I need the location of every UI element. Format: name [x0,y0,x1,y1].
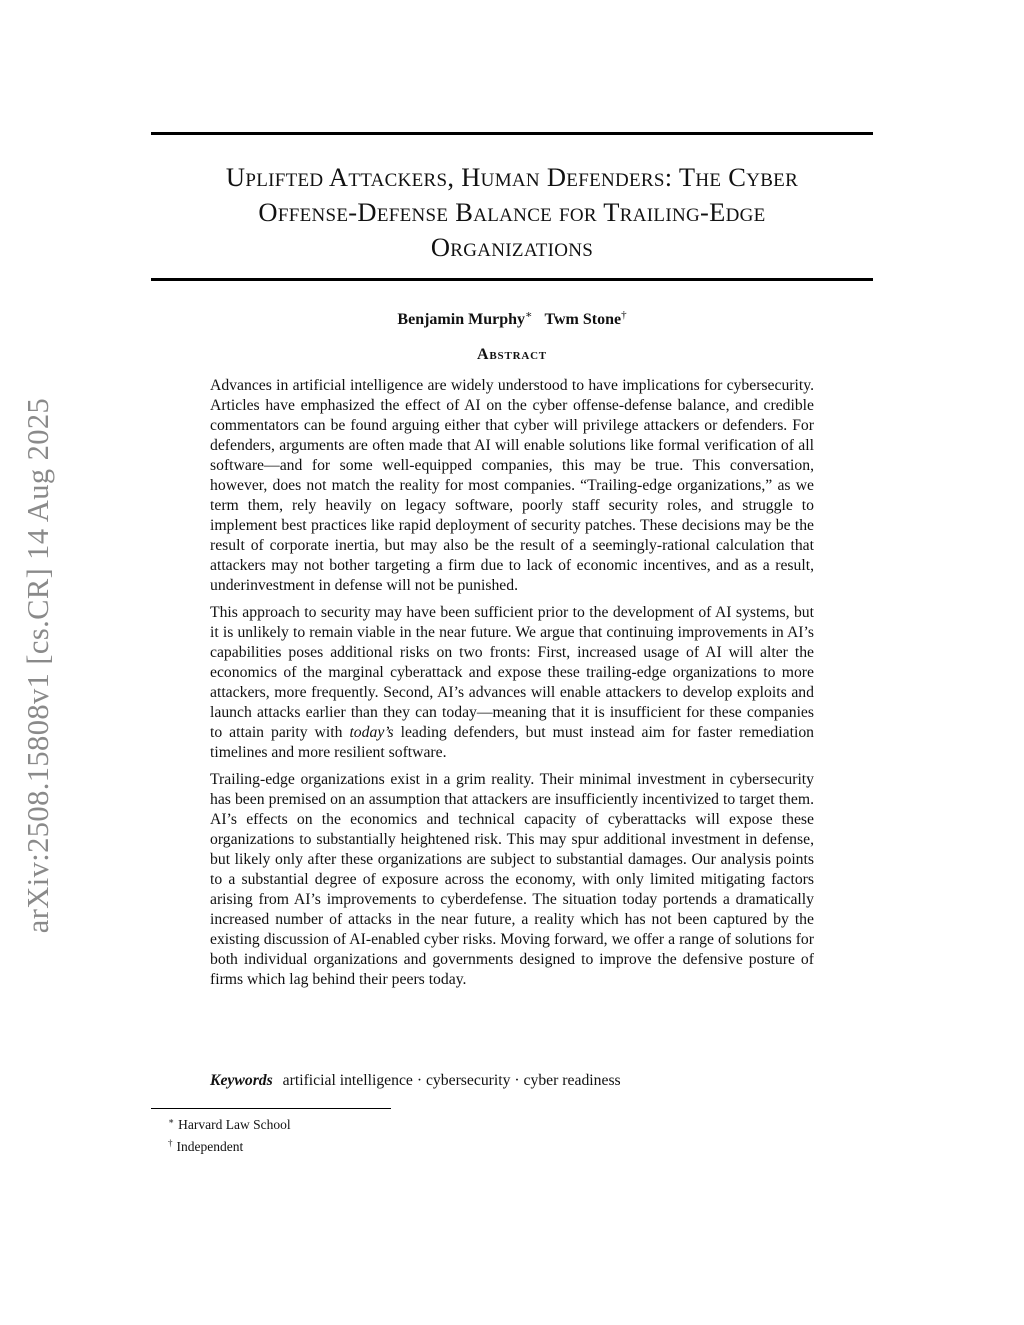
footnote-1 [168,1112,291,1134]
abstract-body [210,376,814,997]
footnote-rule [151,1108,391,1109]
emphasis-todays: today’s [349,724,394,741]
author-list [151,308,873,329]
title-top-rule [151,132,873,135]
keywords-line [210,1072,814,1090]
footnotes [168,1112,291,1156]
footnote-1-text: Harvard Law School [178,1117,291,1132]
title-line-1: Uplifted Attackers, Human Defenders: The Cyber [225,162,799,192]
footnote-2-text: Independent [176,1139,244,1154]
title-line-2: Offense-Defense Balance for Trailing-Edge [258,197,766,227]
author-1 [397,311,532,328]
footnote-2-mark: † [168,1138,173,1148]
arxiv-identifier-margin [16,370,62,960]
author-2-name: Twm Stone [544,311,622,328]
title-line-3: Organizations [430,232,594,262]
author-2-mark: † [621,309,627,321]
paper-title [151,160,873,265]
abstract-paragraph-3: Trailing-edge organizations exist in a grim reality. Their minimal investment in cybersecurity has been premised on an assumption that attackers are insufficiently incentivized to target them. AI’s effects on the economics and technical capacity of cyberattacks will expose these organizations to substantially heightened risk. This may spur additional investment in defense, but likely only after these organizations are subject to substantial damages. Our analysis points to a substantial degree of exposure across the economy, with only limited mitigating factors arising from AI’s improvements to cyberdefense. The situation today portends a dramatically increased number of attacks in the near future, a reality which has not been captured by the existing discussion of AI-enabled cyber risks. Moving forward, we offer a range of solutions for both individual organizations and governments designed to improve the defensive posture of firms which lag behind their peers today. [210,771,814,988]
keywords-list: artificial intelligence · cybersecurity · cyber readiness [282,1072,621,1089]
arxiv-identifier: arXiv:2508.15808v1 [cs.CR] 14 Aug 2025 [21,397,56,933]
abstract-heading: Abstract [477,346,547,363]
author-2 [544,311,626,328]
author-1-mark: ∗ [525,309,533,321]
title-bottom-rule [151,278,873,281]
author-1-name: Benjamin Murphy [397,311,525,328]
keywords-label: Keywords [210,1072,273,1089]
footnote-2 [168,1134,291,1156]
abstract-paragraph-2: This approach to security may have been sufficient prior to the development of AI systems, but it is unlikely to remain viable in the near future. We argue that continuing improvements in AI’s capabilities poses additional risks on two fronts: First, increased usage of AI will alter the economics of the marginal cyberattack and expose these trailing-edge organizations to more attackers, more frequently. Second, AI’s advances will enable attackers to develop exploits and launch attacks earlier than they can today—meaning that it is insufficient for these companies to attain parity with today’s leading defenders, but must instead aim for faster remediation timelines and more resilient software. [210,604,815,761]
footnote-1-mark: ∗ [168,1116,175,1126]
abstract-paragraph-1: Advances in artificial intelligence are widely understood to have implications for cybersecurity. Articles have emphasized the effect of AI on the cyber offense-defense balance, and credible commentators can be found arguing either that cyber will privilege attackers or defenders. For defenders, arguments are often made that AI will enable solutions like formal verification of all software—and for some well-equipped companies, this may be true. This conversation, however, does not match the reality for most companies. “Trailing-edge organizations,” as we term them, rely heavily on legacy software, poorly staff security roles, and struggle to implement best practices like rapid deployment of security patches. These decisions may be the result of corporate inertia, but may also be the result of a seemingly-rational calculation that attackers may not bother targeting a firm due to lack of economic incentives, and as a result, underinvestment in defense will not be punished. [210,377,814,594]
